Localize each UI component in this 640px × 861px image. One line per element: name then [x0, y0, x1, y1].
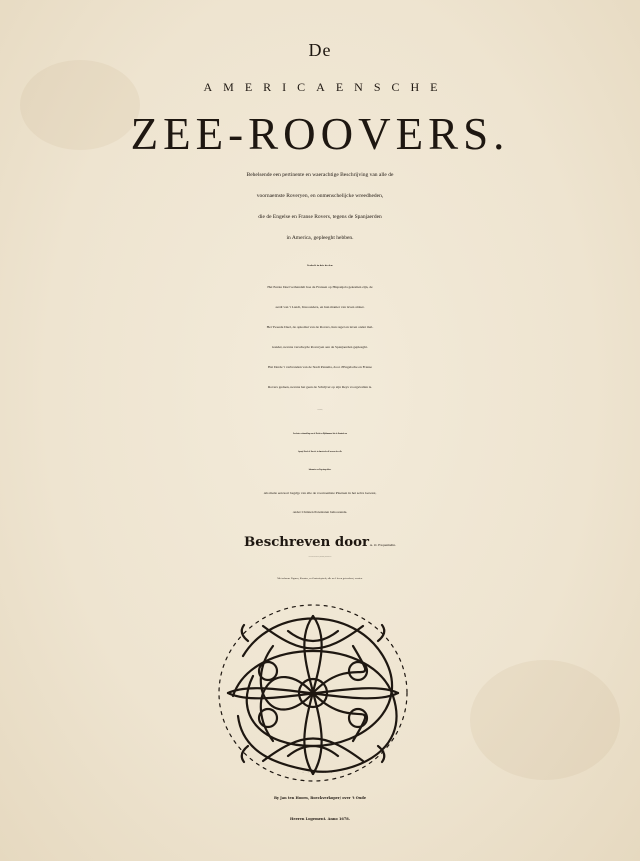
als-mede-line: onder Christen Potentaten behoorende. — [292, 510, 348, 514]
author-name: A. O. Exquemelin. — [369, 543, 396, 547]
imprint-city: t'AMSTERDAM, — [286, 773, 354, 774]
description-line: Behelsende een pertinente en waerachtige Beschrijving van alle de — [246, 172, 394, 178]
title-zee-roovers: ZEE-ROOVERS. — [130, 109, 510, 159]
description-line: in America, gepleeght hebben. — [286, 235, 354, 241]
gothic-line: Spanje/ Karel de Tweede, in America heeft/ nevens des selfs — [298, 452, 342, 453]
description-line: voornaemste Roveryen, en onmenschelijcke wreedheden, — [256, 193, 384, 199]
gothic-line: Inkomsten en Regering aldaer. — [308, 470, 332, 471]
title-americaensche: AMERICAENSCHE — [203, 80, 449, 94]
description-line: die de Engelse en Franse Rovers, tegens de Spanjaerden — [258, 214, 382, 220]
figuren-line: Met schoone Figuren, Kaerten, en Conterfeytsels, alle na 't leven geteeckent, versien. — [277, 577, 363, 580]
parts-line: aerdt van 't Landt, Inwoonders, en hun manier van leven aldaer. — [275, 305, 365, 309]
parts-line: kander, nevens verscheyde Roveryen aen de Spanjaerden gepleeght. — [272, 345, 368, 349]
als-mede-line: Als mede een kort begrijp van alle de voornaemste Plaetsen in het selve Gewest, — [263, 491, 377, 495]
beschreven-prefix: Beschreven door — [244, 535, 369, 550]
verdeelt-heading: Verdeelt in drie deelen: — [306, 265, 334, 267]
imprint-line: Heeren Logement. Anno 1678. — [290, 817, 350, 821]
printers-ornament-icon — [213, 596, 413, 790]
self-alle-line: Die self alle dese Roveryen, door noodt, bygewoont heeft. — [308, 557, 332, 558]
gothic-line: Een korte verhandeling van de Macht en Rijkdommen/ die de Koninck van — [292, 434, 347, 435]
parts-line: Het Eerste Deel verhandelt hoe de Fransen op Hispanjola gekomen zijn, de — [267, 285, 373, 289]
title-de: De — [308, 40, 332, 60]
author-line — [0, 535, 640, 550]
parts-line: Rovers gedaen, nevens het geen de Schrijver op sijn Reys voorgevallen is. — [267, 385, 373, 389]
paper-stain — [470, 660, 620, 780]
parts-line: Het Tweede Deel, de opkomst van de Rovers, hun regel en leven onder mal- — [266, 325, 374, 329]
parts-line: Het Derde 't verbranden van de Stadt Panama, door d'Engelsche en Franse — [268, 365, 372, 369]
imprint-line: By Jan ten Hoorn, Boeckverkoper/ over 't Oude — [273, 796, 367, 800]
